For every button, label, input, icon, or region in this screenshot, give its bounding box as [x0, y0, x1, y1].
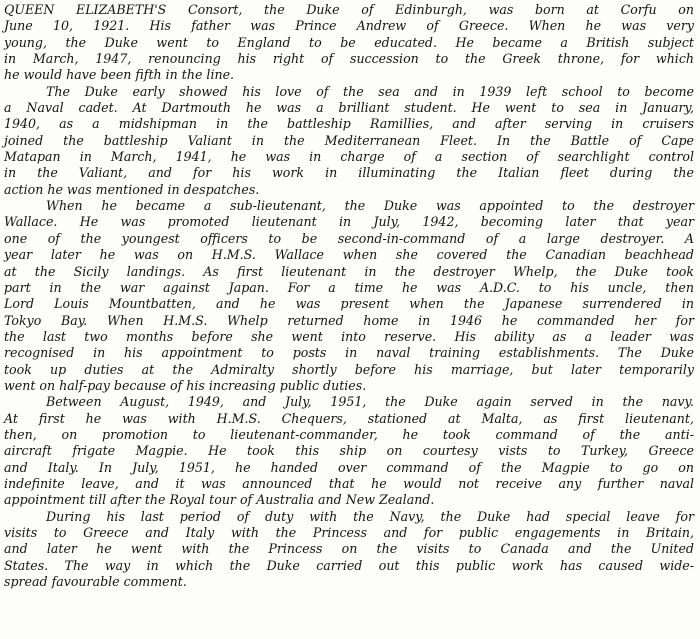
text-line: When he became a sub-lieutenant, the Duke was appointed to the destroyer — [46, 198, 694, 214]
text-line: Lord Louis Mountbatten, and he was present when the Japanese surrendered in — [4, 296, 694, 312]
text-line: visits to Greece and Italy with the Princess and for public engagements in Britain, — [4, 525, 694, 540]
text-line: he would have been fifth in the line. — [4, 67, 235, 83]
text-line: QUEEN ELIZABETH'S Consort, the Duke of Edinburgh, was born at Corfu on — [4, 2, 694, 17]
text-line: in March, 1947, renouncing his right of succession to the Greek throne, for which — [4, 51, 694, 67]
article-body — [4, 2, 694, 590]
text-line: a Naval cadet. At Dartmouth he was a brilliant student. He went to sea in January, — [4, 100, 694, 116]
text-line: aircraft frigate Magpie. He took this ship on courtesy vists to Turkey, Greece — [4, 443, 694, 459]
text-line: joined the battleship Valiant in the Mediterranean Fleet. In the Battle of Cape — [4, 132, 694, 148]
text-line: At first he was with H.M.S. Chequers, stationed at Malta, as first lieutenant, — [4, 410, 694, 426]
text-line: and Italy. In July, 1951, he handed over command of the Magpie to go on — [4, 459, 694, 475]
text-line: Tokyo Bay. When H.M.S. Whelp returned home in 1946 he commanded her for — [4, 312, 694, 328]
text-line: young, the Duke went to England to be educated. He became a British subject — [4, 34, 694, 50]
text-line: The Duke early showed his love of the sea and in 1939 left school to become — [46, 83, 694, 99]
text-line: took up duties at the Admiralty shortly before his marriage, but later temporarily — [4, 361, 694, 377]
text-line: Wallace. He was promoted lieutenant in July, 1942, becoming later that year — [4, 214, 694, 230]
text-line: Matapan in March, 1941, he was in charge of a section of searchlight control — [4, 149, 694, 165]
paragraph-5 — [4, 509, 694, 591]
text-line: During his last period of duty with the Navy, the Duke had special leave for — [46, 508, 694, 524]
text-line: June 10, 1921. His father was Prince Andrew of Greece. When he was very — [4, 18, 694, 34]
text-line: States. The way in which the Duke carried out this public work has caused wide- — [4, 557, 694, 573]
text-line: indefinite leave, and it was announced that he would not receive any further naval — [4, 475, 694, 491]
text-line: part in the war against Japan. For a time he was A.D.C. to his uncle, then — [4, 279, 694, 295]
text-line: spread favourable comment. — [4, 574, 187, 590]
text-line: 1940, as a midshipman in the battleship Ramillies, and after serving in cruisers — [4, 116, 694, 132]
text-line: recognised in his appointment to posts in naval training establishments. The Duke — [4, 345, 694, 361]
text-line: then, on promotion to lieutenant-commander, he took command of the anti- — [4, 426, 694, 442]
text-line: action he was mentioned in despatches. — [4, 181, 260, 197]
text-line: went on half-pay because of his increasing public duties. — [4, 377, 367, 393]
text-line: Between August, 1949, and July, 1951, the Duke again served in the navy. — [46, 394, 694, 410]
text-line: at the Sicily landings. As first lieutenant in the destroyer Whelp, the Duke took — [4, 263, 694, 279]
text-line: and later he went with the Princess on the visits to Canada and the United — [4, 541, 694, 557]
text-line: year later he was on H.M.S. Wallace when she covered the Canadian beachhead — [4, 247, 694, 263]
paragraph-3 — [4, 198, 694, 394]
text-line: appointment till after the Royal tour of Australia and New Zealand. — [4, 492, 435, 508]
text-line: one of the youngest officers to be second-in-command of a large destroyer. A — [4, 230, 694, 246]
text-line: the last two months before she went into reserve. His ability as a leader was — [4, 328, 694, 344]
paragraph-1 — [4, 2, 694, 84]
paragraph-4 — [4, 394, 694, 508]
paragraph-2 — [4, 84, 694, 198]
text-line: in the Valiant, and for his work in illuminating the Italian fleet during the — [4, 165, 694, 181]
